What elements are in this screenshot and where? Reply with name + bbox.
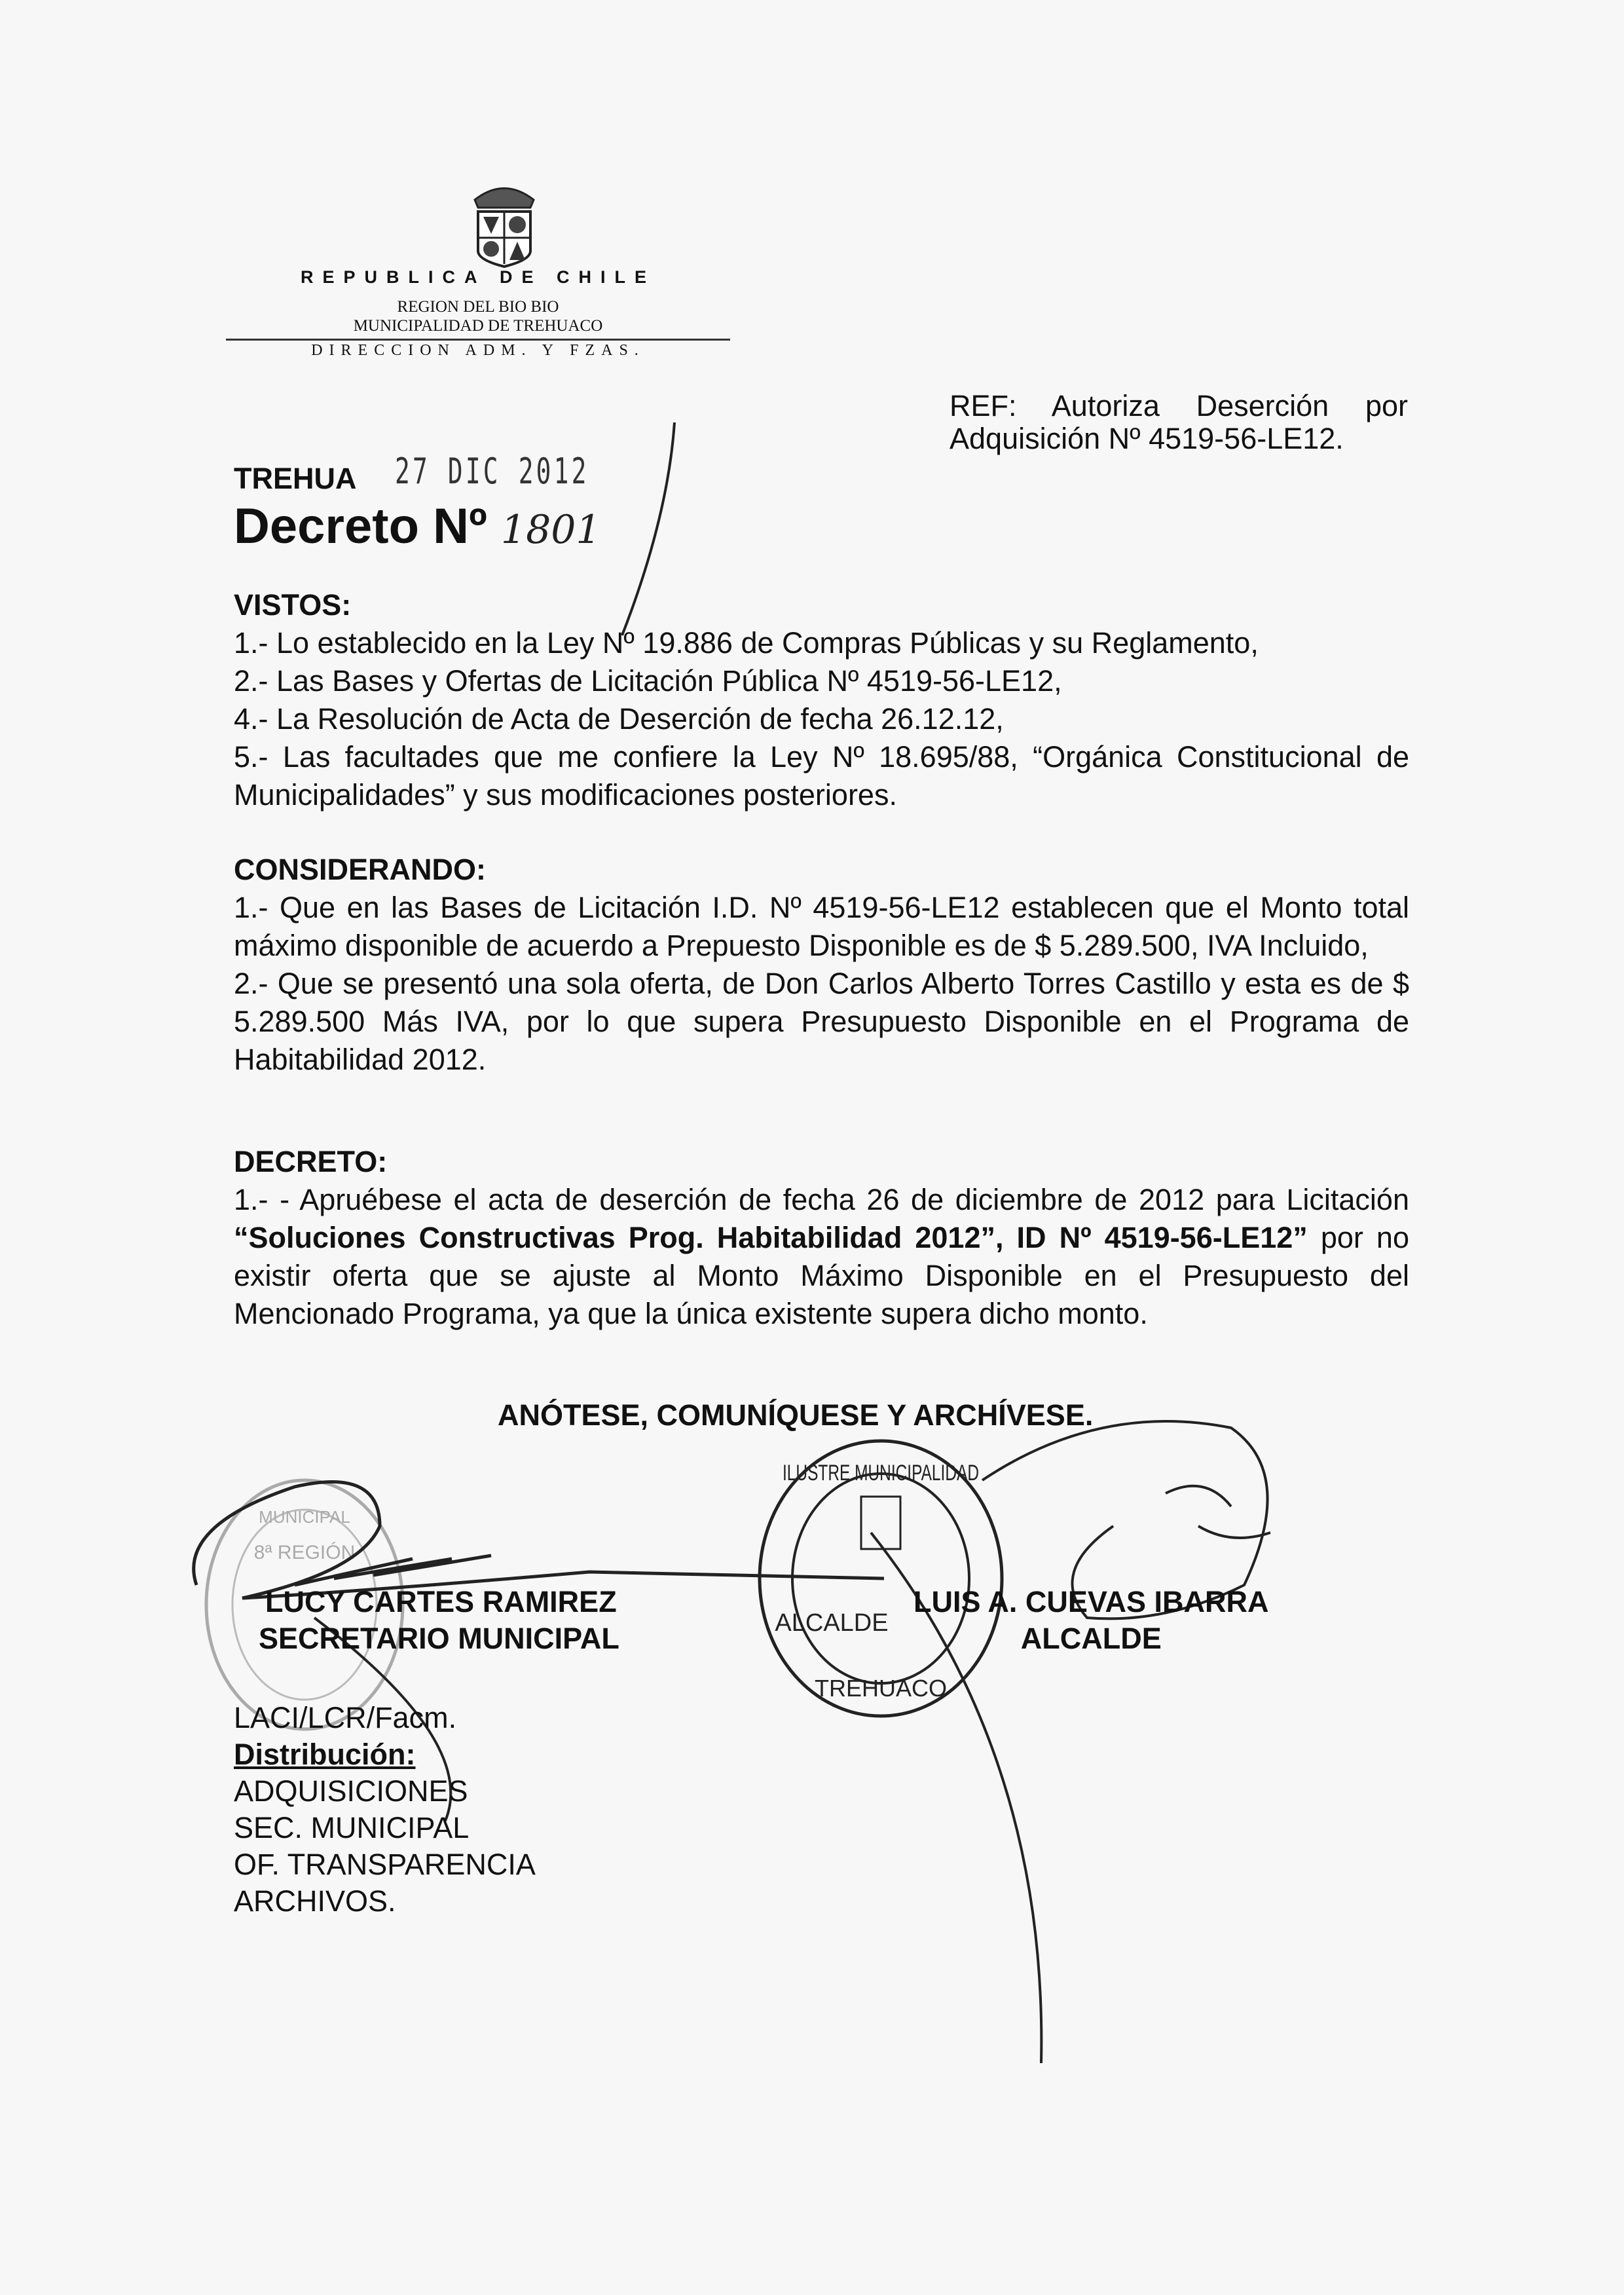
signature-block-secretary (259, 1584, 619, 1657)
vistos-section (234, 586, 1409, 814)
decreto-section (234, 1143, 1409, 1333)
signatory-name: LUIS A. CUEVAS IBARRA (913, 1585, 1269, 1618)
vistos-item: 1.- Lo establecido en la Ley Nº 19.886 de Compras Públicas y su Reglamento, (234, 626, 1259, 660)
vistos-item: 5.- Las facultades que me confiere la Ley Nº 18.695/88, “Orgánica Constitucional de Municipalidades” y sus modificaciones posteriores. (234, 740, 1409, 812)
vistos-item: 4.- La Resolución de Acta de Deserción de fecha 26.12.12, (234, 702, 1004, 736)
seal-center-text: MUNICIPAL (259, 1507, 350, 1527)
decree-number: 1801 (500, 507, 601, 553)
initials: LACI/LCR/Facm. (234, 1701, 457, 1734)
distribution-item: OF. TRANSPARENCIA (234, 1848, 536, 1881)
seal-center-text: ALCALDE (775, 1609, 889, 1637)
letterhead-region: REGION DEL BIO BIO (397, 298, 559, 316)
reference (950, 390, 1408, 455)
considerando-heading: CONSIDERANDO: (234, 853, 487, 886)
distribution-heading: Distribución: (234, 1738, 416, 1771)
considerando-item: 1.- Que en las Bases de Licitación I.D. Nº 4519-56-LE12 establecen que el Monto total máximo disponible de acuerdo a Prepuesto Disponible es de $ 5.289.500, IVA Incluido, (234, 891, 1409, 962)
reference-line-1: REF: Autoriza Deserción por (950, 389, 1408, 422)
signatory-name: LUCY CARTES RAMIREZ (265, 1585, 617, 1618)
letterhead-municipality: MUNICIPALIDAD DE TREHUACO (353, 317, 603, 335)
vistos-item: 2.- Las Bases y Ofertas de Licitación Pública Nº 4519-56-LE12, (234, 664, 1062, 698)
signatory-title: ALCALDE (1020, 1622, 1162, 1655)
letterhead-department: DIRECCION ADM. Y FZAS. (311, 342, 645, 359)
considerando-section (234, 851, 1409, 1079)
closing-formula: ANÓTESE, COMUNÍQUESE Y ARCHÍVESE. (498, 1398, 1094, 1432)
letterhead-country: REPUBLICA DE CHILE (300, 267, 655, 287)
decree-label: Decreto Nº (234, 498, 487, 554)
mayor-signature (773, 1375, 1310, 2063)
decreto-heading: DECRETO: (234, 1145, 388, 1178)
distribution-item: SEC. MUNICIPAL (234, 1811, 470, 1844)
reference-line-2: Adquisición Nº 4519-56-LE12. (950, 422, 1344, 455)
decreto-text-2: por no existir oferta que se ajuste al Monto Máximo Disponible en el Presupuesto del Mencionado Programa, ya que la única existente supera dicho monto. (234, 1221, 1409, 1330)
coat-of-arms-logo (458, 180, 550, 269)
vistos-heading: VISTOS: (234, 588, 352, 622)
seal-bottom-text: TREHUACO (814, 1675, 948, 1702)
decreto-tender-name: “Soluciones Constructivas Prog. Habitabilidad 2012”, ID Nº 4519-56-LE12” (234, 1221, 1308, 1254)
considerando-item: 2.- Que se presentó una sola oferta, de Don Carlos Alberto Torres Castillo y esta es de $ 5.289.500 Más IVA, por lo que supera Presupuesto Disponible en el Programa de Habitabilidad 2012. (234, 967, 1409, 1076)
seal-top-text: ILUSTRE MUNICIPALIDAD (783, 1461, 979, 1485)
decreto-item (234, 1181, 1409, 1333)
decreto-text-1: 1.- - Apruébese el acta de deserción de fecha 26 de diciembre de 2012 para Licitación (234, 1183, 1409, 1216)
place: TREHUA (234, 462, 357, 495)
decree-title (234, 498, 601, 555)
signatory-title: SECRETARIO MUNICIPAL (259, 1622, 619, 1655)
distribution-block (234, 1700, 536, 1920)
signature-block-mayor (913, 1584, 1269, 1657)
distribution-item: ARCHIVOS. (234, 1884, 396, 1918)
seal-bottom-text: 8ª REGIÓN (253, 1542, 356, 1563)
letterhead-divider (226, 339, 730, 341)
date-stamp: 27 DIC 2012 (395, 451, 589, 492)
distribution-item: ADQUISICIONES (234, 1774, 468, 1808)
